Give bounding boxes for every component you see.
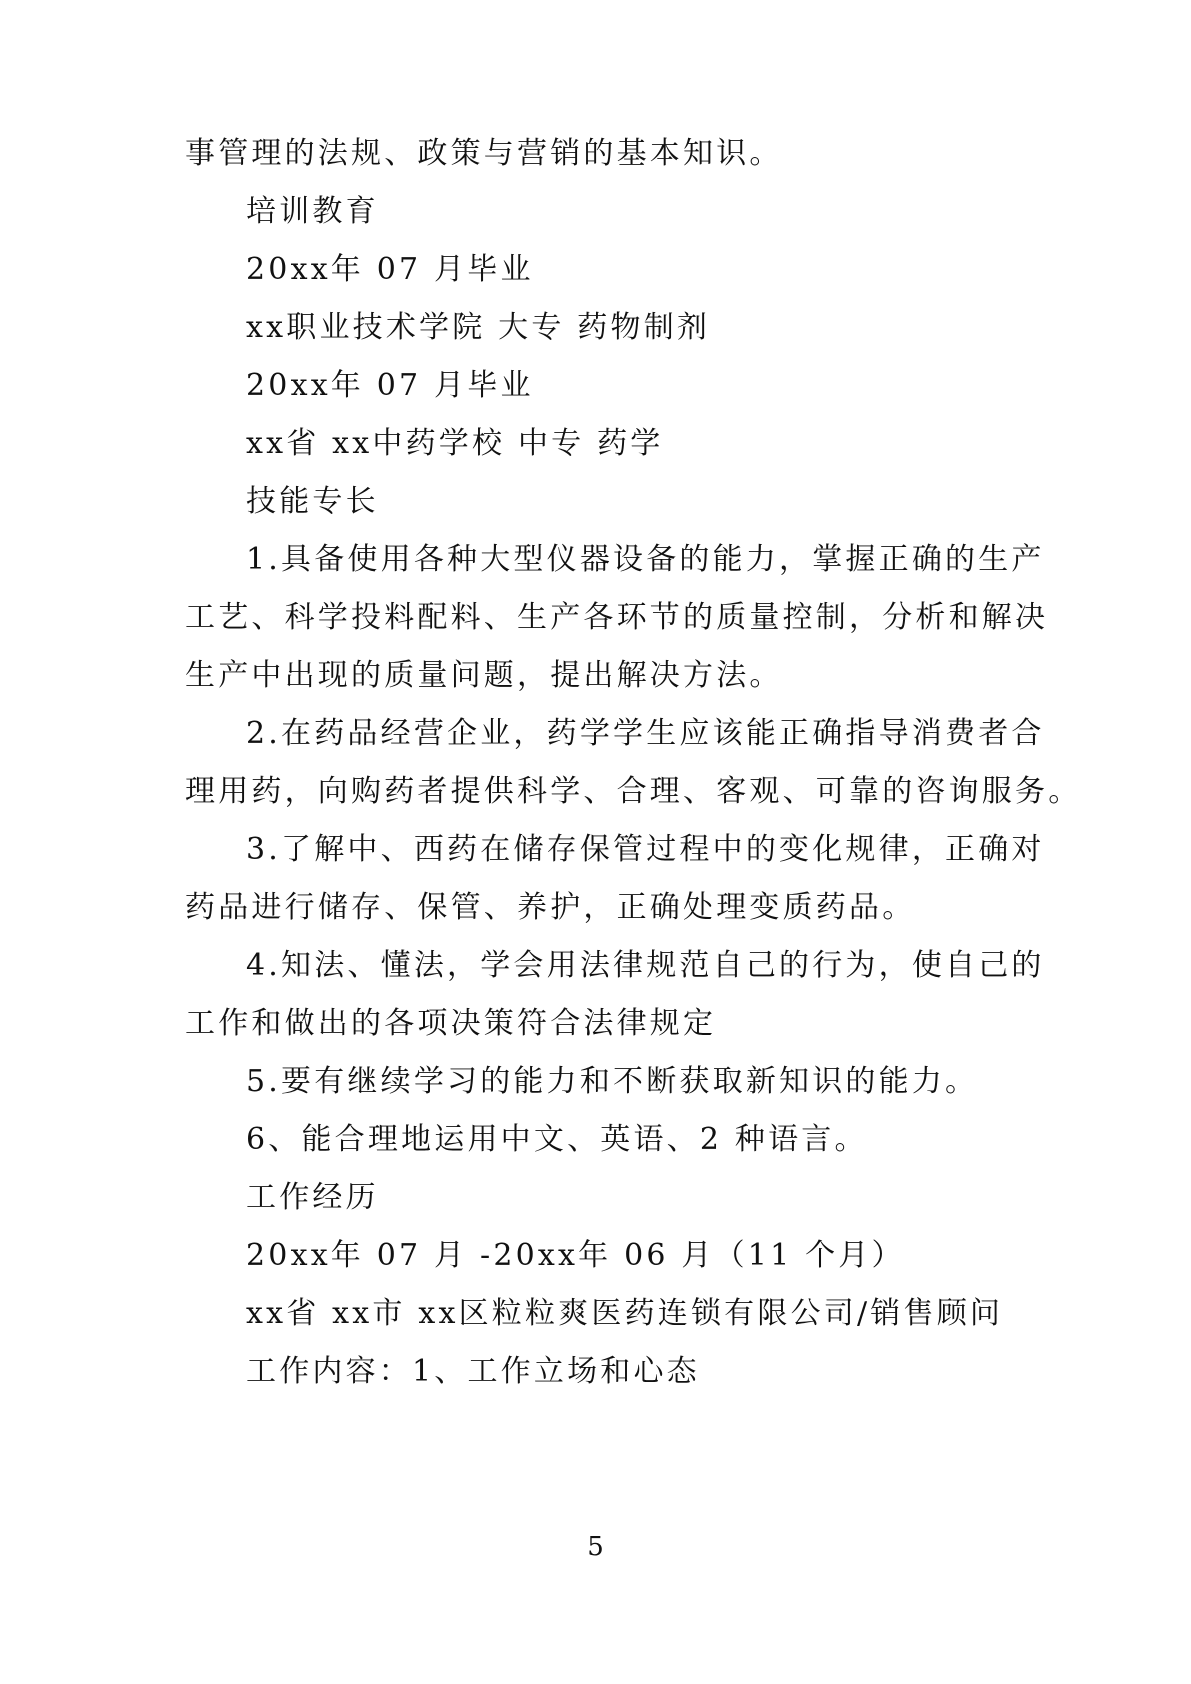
text-line: 1.具备使用各种大型仪器设备的能力，掌握正确的生产 [246, 542, 1045, 577]
text-line: xx省 xx市 xx区粒粒爽医药连锁有限公司/销售顾问 [246, 1296, 1004, 1331]
text-line: 事管理的法规、政策与营销的基本知识。 [185, 136, 783, 171]
text-line: 理用药，向购药者提供科学、合理、客观、可靠的咨询服务。 [185, 774, 1082, 809]
text-line: 药品进行储存、保管、养护，正确处理变质药品。 [185, 890, 916, 925]
text-line: 20xx年 07 月 -20xx年 06 月（11 个月） [246, 1238, 905, 1273]
text-line: 6、能合理地运用中文、英语、2 种语言。 [246, 1122, 868, 1157]
text-line: 工作内容：1、工作立场和心态 [246, 1354, 700, 1389]
text-line: 2.在药品经营企业，药学学生应该能正确指导消费者合 [246, 716, 1045, 751]
text-line: 生产中出现的质量问题，提出解决方法。 [185, 658, 783, 693]
text-line: 工作和做出的各项决策符合法律规定 [185, 1006, 717, 1041]
text-line: 20xx年 07 月毕业 [246, 252, 534, 287]
text-line: 3.了解中、西药在储存保管过程中的变化规律，正确对 [246, 832, 1045, 867]
text-line: xx职业技术学院 大专 药物制剂 [246, 310, 711, 345]
section-heading-work-experience: 工作经历 [246, 1180, 379, 1215]
text-line: xx省 xx中药学校 中专 药学 [246, 426, 664, 461]
text-line: 4.知法、懂法，学会用法律规范自己的行为，使自己的 [246, 948, 1045, 983]
text-line: 20xx年 07 月毕业 [246, 368, 534, 403]
text-line: 5.要有继续学习的能力和不断获取新知识的能力。 [246, 1064, 979, 1099]
page-number: 5 [587, 1532, 604, 1562]
section-heading-skills: 技能专长 [246, 484, 379, 519]
text-line: 工艺、科学投料配料、生产各环节的质量控制，分析和解决 [185, 600, 1049, 635]
section-heading-training: 培训教育 [246, 194, 379, 229]
